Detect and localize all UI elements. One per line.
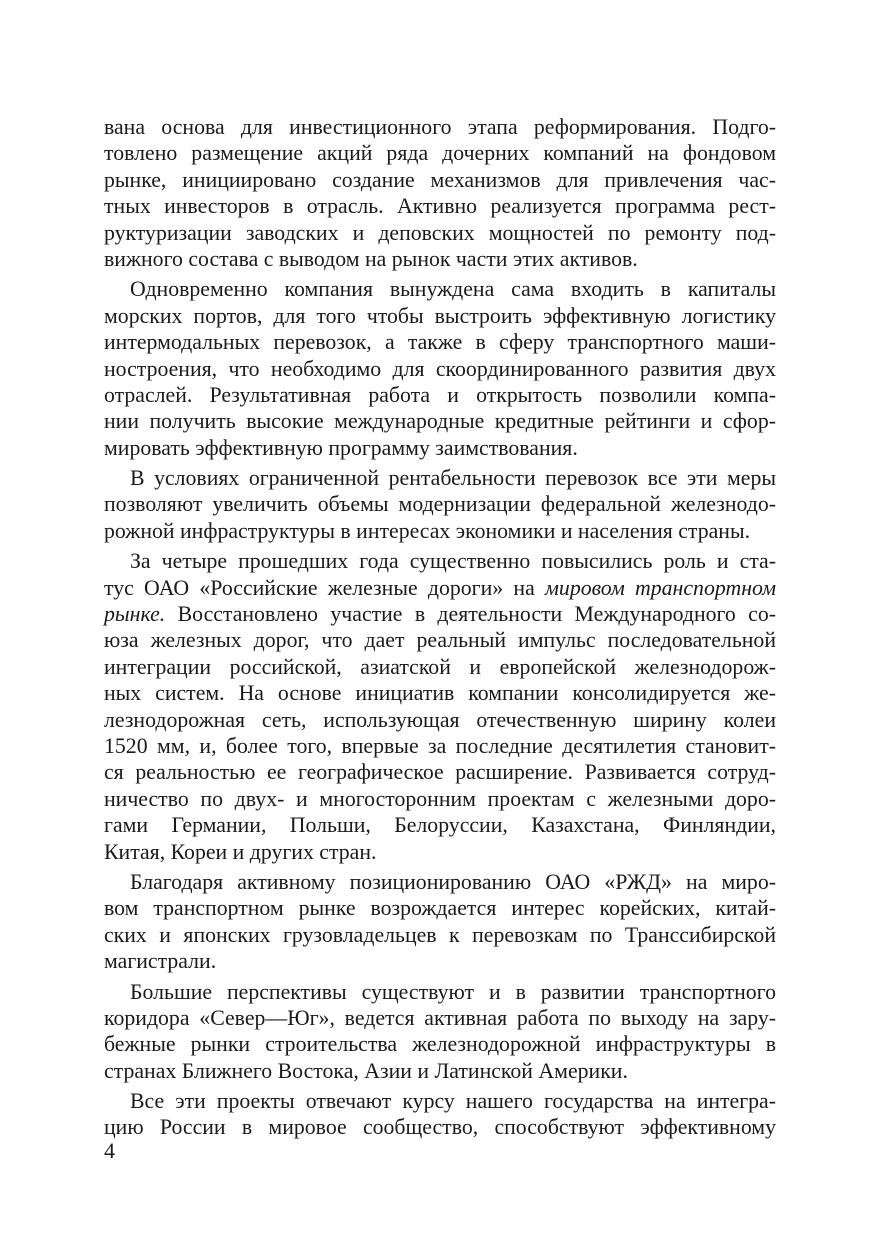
page-body bbox=[104, 114, 776, 1141]
text-line: интермодальных перевозок, а также в сферу транспортного маши- bbox=[104, 330, 776, 355]
text-run: Восстановлено участие в деятельности Международного со- bbox=[165, 602, 776, 627]
text-line: интеграции российской, азиатской и европейской железнодорож- bbox=[104, 654, 776, 679]
text-line: вижного состава с выводом на рынок части этих активов. bbox=[104, 246, 638, 271]
text-line: ных систем. На основе инициатив компании консолидируется же- bbox=[104, 681, 776, 706]
text-line: бежные рынки строительства железнодорожной инфраструктуры в bbox=[104, 1032, 776, 1057]
text-line: Большие перспективы существуют и в развитии транспортного bbox=[130, 979, 776, 1004]
text-line: странах Ближнего Востока, Азии и Латинской Америки. bbox=[104, 1058, 628, 1083]
text-line: юза железных дорог, что дает реальный импульс последовательной bbox=[104, 628, 776, 653]
text-line: товлено размещение акций ряда дочерних компаний на фондовом bbox=[104, 141, 776, 166]
text-line: тных инвесторов в отрасль. Активно реализуется программа рест- bbox=[104, 194, 776, 219]
paragraph bbox=[104, 1088, 776, 1141]
text-line: ностроения, что необходимо для скоординированного развития двух bbox=[104, 356, 776, 381]
text-line: За четыре прошедших года существенно повысились роль и ста- bbox=[130, 549, 776, 574]
text-line: вом транспортном рынке возрождается интерес корейских, китай- bbox=[104, 896, 776, 921]
text-line: лезнодорожная сеть, использующая отечественную ширину колеи bbox=[104, 707, 776, 732]
text-line: цию России в мировое сообщество, способствуют эффективному bbox=[104, 1115, 776, 1140]
italic-term: рынке. bbox=[104, 602, 166, 627]
text-line bbox=[104, 575, 776, 601]
text-line: мировать эффективную программу заимствования. bbox=[104, 435, 578, 460]
text-line: ничество по двух- и многосторонним проектам с железными доро- bbox=[104, 786, 776, 811]
text-line: морских портов, для того чтобы выстроить эффективную логистику bbox=[104, 303, 776, 328]
text-line: коридора «Север—Юг», ведется активная работа по выходу на зару- bbox=[104, 1005, 776, 1030]
paragraph bbox=[104, 276, 776, 461]
text-line: магистрали. bbox=[104, 949, 217, 974]
text-line: рынке, инициировано создание механизмов для привлечения час- bbox=[104, 167, 776, 192]
text-line: гами Германии, Польши, Белоруссии, Казахстана, Финляндии, bbox=[104, 813, 776, 838]
text-line: Одновременно компания вынуждена сама входить в капиталы bbox=[130, 277, 776, 302]
text-line: рожной инфраструктуры в интересах экономики и населения страны. bbox=[104, 518, 751, 543]
page-number: 4 bbox=[104, 1138, 115, 1163]
text-line: Благодаря активному позиционированию ОАО «РЖД» на миро- bbox=[130, 869, 776, 894]
text-line: позволяют увеличить объемы модернизации федеральной железнодо- bbox=[104, 492, 776, 517]
text-line: руктуризации заводских и деповских мощностей по ремонту под- bbox=[104, 220, 776, 245]
paragraph bbox=[104, 979, 776, 1085]
paragraph bbox=[104, 548, 776, 865]
paragraph bbox=[104, 465, 776, 544]
text-line: отраслей. Результативная работа и открытость позволили компа- bbox=[104, 382, 776, 407]
text-line: ских и японских грузовладельцев к перевозкам по Транссибирской bbox=[104, 922, 776, 947]
paragraph bbox=[104, 869, 776, 975]
italic-term: мировом транспортном bbox=[545, 575, 776, 600]
text-line: 1520 мм, и, более того, впервые за последние десятилетия становит- bbox=[104, 733, 776, 758]
text-line: ся реальностью ее географическое расширение. Развивается сотруд- bbox=[104, 760, 776, 785]
paragraph bbox=[104, 114, 776, 272]
text-line: нии получить высокие международные кредитные рейтинги и сфор- bbox=[104, 409, 776, 434]
text-line: Китая, Кореи и других стран. bbox=[104, 839, 377, 864]
text-line: В условиях ограниченной рентабельности перевозок все эти меры bbox=[130, 466, 776, 491]
text-line: вана основа для инвестиционного этапа реформирования. Подго- bbox=[104, 115, 776, 139]
text-run: тус ОАО «Российские железные дороги» на bbox=[104, 575, 546, 600]
text-line: Все эти проекты отвечают курсу нашего государства на интегра- bbox=[130, 1089, 776, 1114]
text-line bbox=[104, 601, 776, 627]
